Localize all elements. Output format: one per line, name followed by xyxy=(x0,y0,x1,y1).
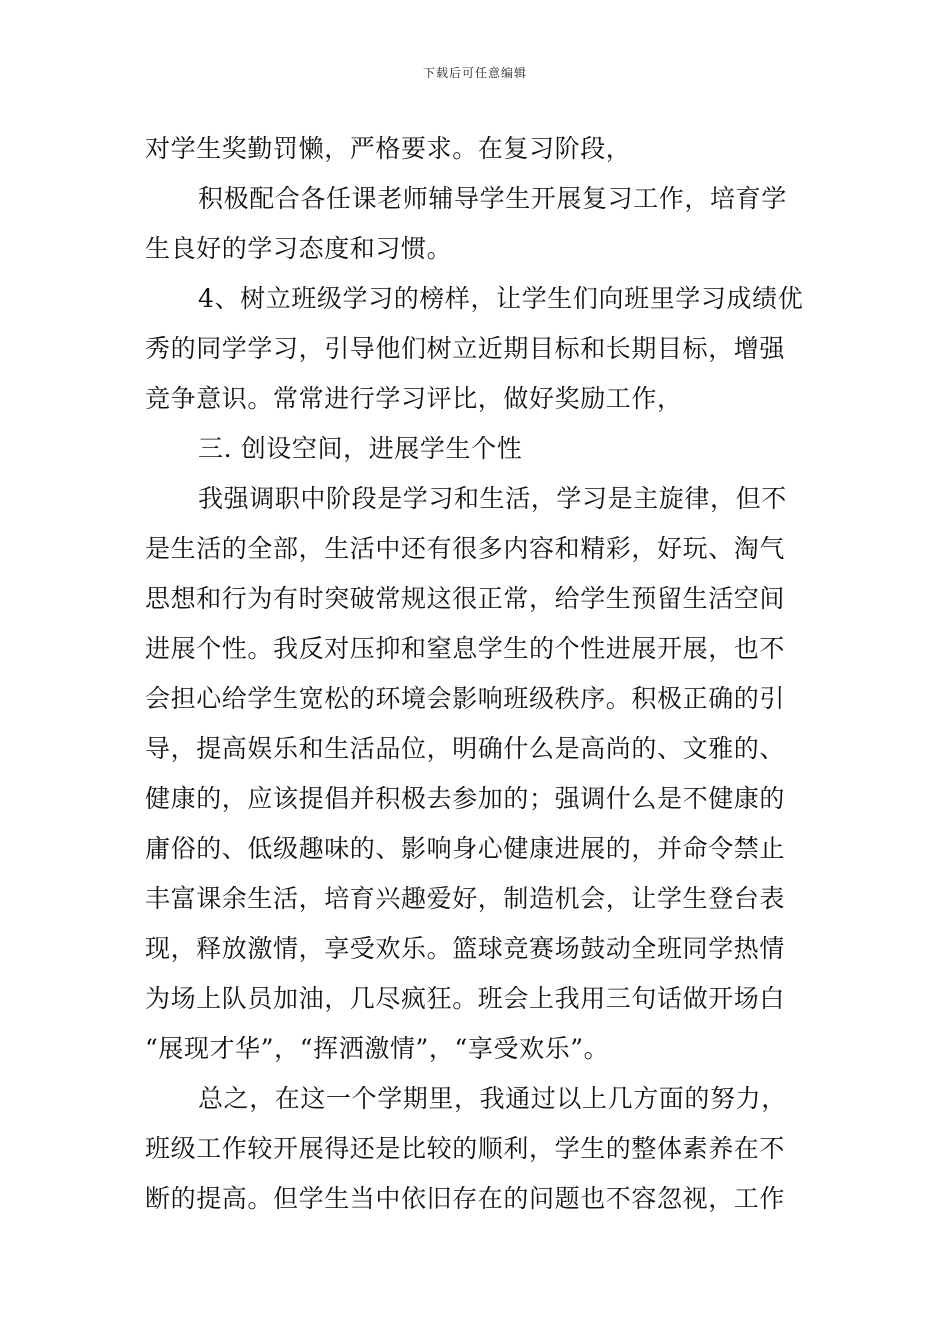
text-line-6: 竞争意识。常常进行学习评比，做好奖励工作， xyxy=(145,384,683,413)
text-line-4: 4、树立班级学习的榜样，让学生们向班里学习成绩优 xyxy=(198,284,804,313)
text-line-10: 思想和行为有时突破常规这很正常，给学生预留生活空间 xyxy=(145,584,786,613)
text-line-1: 对学生奖勤罚懒，严格要求。在复习阶段， xyxy=(145,134,632,163)
text-line-17: 现，释放激情，享受欢乐。篮球竞赛场鼓动全班同学热情 xyxy=(145,934,786,963)
text-line-8: 我强调职中阶段是学习和生活，学习是主旋律，但不 xyxy=(198,484,787,513)
text-line-5: 秀的同学学习，引导他们树立近期目标和长期目标，增强 xyxy=(145,334,786,363)
text-line-14: 健康的，应该提倡并积极去参加的；强调什么是不健康的 xyxy=(145,784,786,813)
text-line-9: 是生活的全部，生活中还有很多内容和精彩，好玩、淘气 xyxy=(145,534,786,563)
text-line-16: 丰富课余生活，培育兴趣爱好，制造机会，让学生登台表 xyxy=(145,884,786,913)
text-line-18: 为场上队员加油，几尽疯狂。班会上我用三句话做开场白 xyxy=(145,984,786,1013)
page-header: 下载后可任意编辑 xyxy=(422,66,527,80)
text-line-13: 导，提高娱乐和生活品位，明确什么是高尚的、文雅的、 xyxy=(145,734,786,763)
text-line-19: “展现才华”，“挥洒激情”，“享受欢乐”。 xyxy=(145,1034,610,1063)
text-line-11: 进展个性。我反对压抑和窒息学生的个性进展开展，也不 xyxy=(145,634,786,663)
text-line-20: 总之，在这一个学期里，我通过以上几方面的努力， xyxy=(198,1084,787,1113)
text-line-21: 班级工作较开展得还是比较的顺利，学生的整体素养在不 xyxy=(145,1134,786,1163)
text-line-3: 生良好的学习态度和习惯。 xyxy=(145,234,453,263)
text-line-2: 积极配合各任课老师辅导学生开展复习工作，培育学 xyxy=(198,184,787,213)
text-line-15: 庸俗的、低级趣味的、影响身心健康进展的，并命令禁止 xyxy=(145,834,786,863)
text-line-22: 断的提高。但学生当中依旧存在的问题也不容忽视，工作 xyxy=(145,1184,786,1213)
document-body xyxy=(145,124,809,1224)
text-line-12: 会担心给学生宽松的环境会影响班级秩序。积极正确的引 xyxy=(145,684,786,713)
section-heading: 三. 创设空间，进展学生个性 xyxy=(198,434,523,463)
